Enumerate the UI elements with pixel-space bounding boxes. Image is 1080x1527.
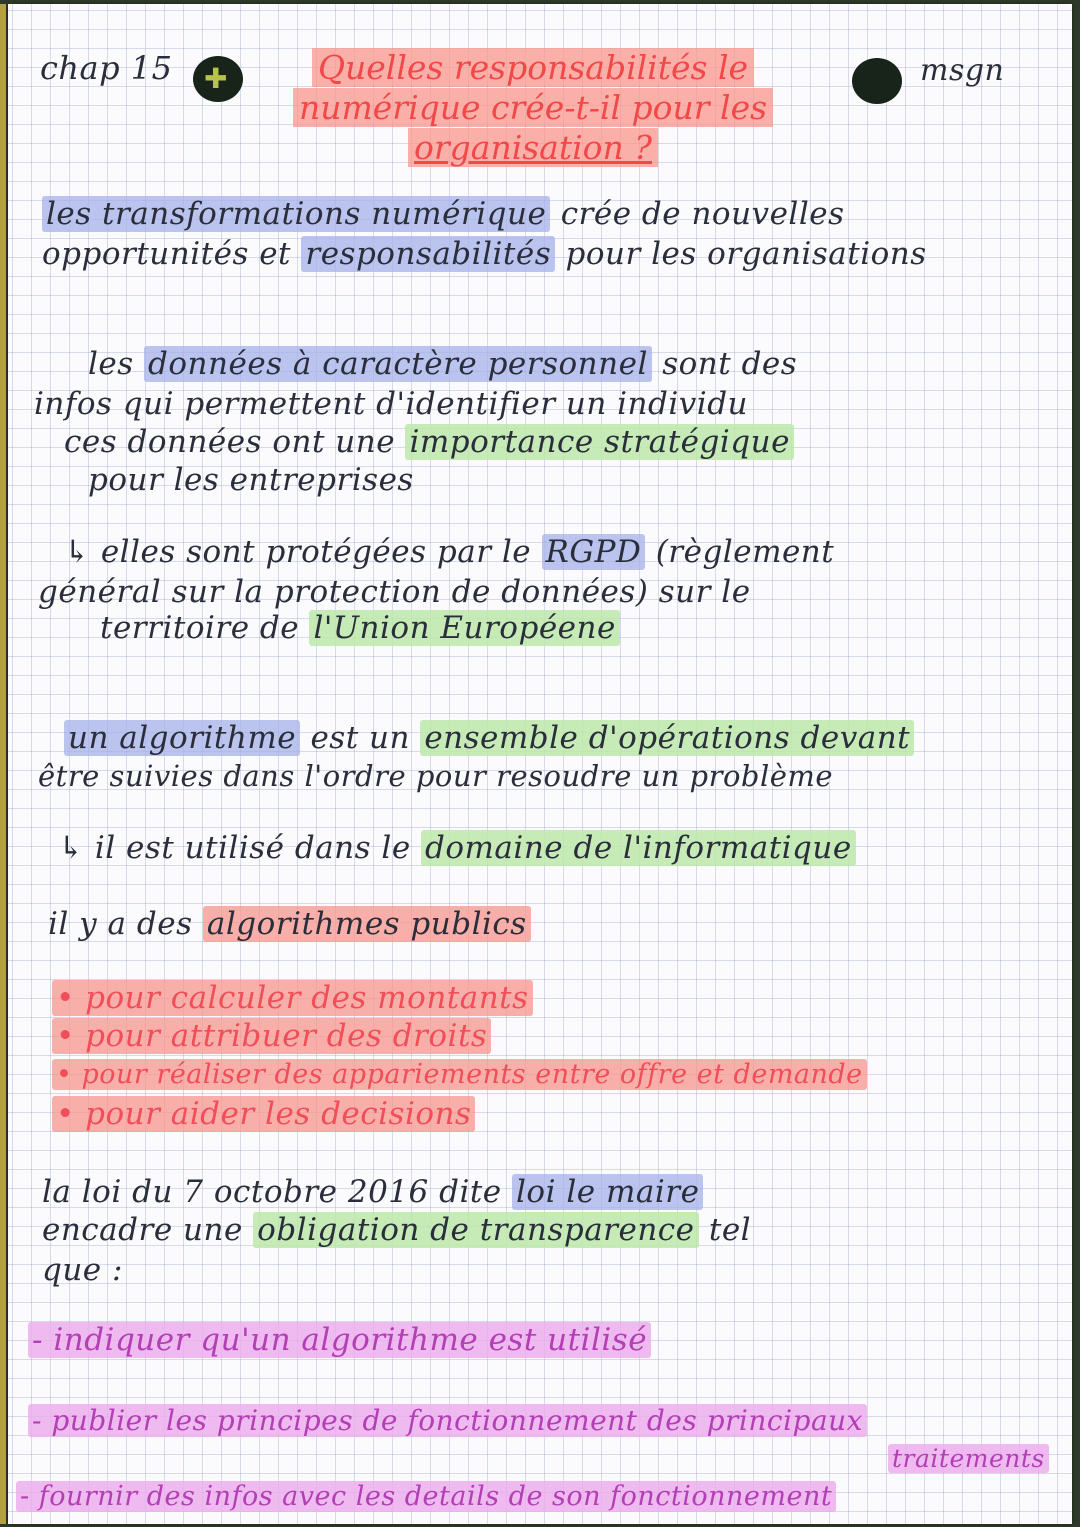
algo-text-1b: est un xyxy=(310,720,410,756)
law-highlight-2: obligation de transparence xyxy=(253,1212,698,1248)
list-item-text: - publier les principes de fonctionnement des principaux xyxy=(28,1404,867,1437)
algorithm-line-3 xyxy=(58,830,856,867)
rgpd-text-1c: (règlement xyxy=(655,534,835,570)
rgpd-line-3 xyxy=(100,610,620,647)
rgpd-highlight: RGPD xyxy=(542,534,646,570)
intro-text-2a: opportunités et xyxy=(42,236,292,272)
intro-highlight-1: les transformations numérique xyxy=(42,196,550,232)
pd-text-3a: ces données ont une xyxy=(64,424,396,460)
title-line-2: numérique crée-t-il pour les xyxy=(293,88,773,127)
personal-data-line-3 xyxy=(64,424,794,461)
intro-text-1: crée de nouvelles xyxy=(560,196,845,232)
law-text-2a: encadre une xyxy=(42,1212,243,1248)
list-item xyxy=(52,1096,475,1133)
pub-text-intro: il y a des xyxy=(48,906,193,942)
list-item xyxy=(28,1322,651,1359)
list-item xyxy=(52,980,533,1017)
law-line-2 xyxy=(42,1212,751,1249)
clover-icon: ✚ xyxy=(204,62,228,95)
chapter-label: chap 15 xyxy=(40,49,173,87)
public-algorithms-intro xyxy=(48,906,531,943)
rgpd-highlight-eu: l'Union Européene xyxy=(309,610,619,646)
list-item xyxy=(52,1018,491,1055)
intro-highlight-2: responsabilités xyxy=(301,236,555,272)
algo-text-3a: ↳ il est utilisé dans le xyxy=(58,830,411,866)
list-item xyxy=(52,1056,867,1093)
list-item-text: - fournir des infos avec les details de son fonctionnement xyxy=(16,1481,836,1512)
algo-highlight-2: ensemble d'opérations devant xyxy=(420,720,914,756)
personal-data-line-4: pour les entreprises xyxy=(88,462,414,498)
rgpd-text-3a: territoire de xyxy=(100,610,300,646)
law-text-1a: la loi du 7 octobre 2016 dite xyxy=(42,1174,502,1210)
notebook-page xyxy=(8,4,1072,1524)
algo-highlight-3: domaine de l'informatique xyxy=(421,830,856,866)
algo-highlight-1: un algorithme xyxy=(64,720,300,756)
list-item-text: • pour aider les decisions xyxy=(52,1096,475,1132)
list-item-text: - indiquer qu'un algorithme est utilisé xyxy=(28,1322,651,1358)
punch-hole-left xyxy=(193,56,243,102)
list-item-text: • pour réaliser des appariements entre offre et demande xyxy=(52,1059,867,1090)
title-line-1: Quelles responsabilités le xyxy=(312,48,754,87)
title-line-3: organisation ? xyxy=(408,128,658,167)
rgpd-line-1 xyxy=(64,534,834,571)
punch-hole-right xyxy=(852,58,902,104)
pd-text-1a: les xyxy=(88,346,134,382)
algorithm-line-2: être suivies dans l'ordre pour resoudre un problème xyxy=(38,759,834,793)
list-item-text: • pour calculer des montants xyxy=(52,980,533,1016)
author-initials: msgn xyxy=(920,53,1005,88)
pub-highlight: algorithmes publics xyxy=(203,906,531,942)
personal-data-line-1 xyxy=(88,346,797,383)
law-line-1 xyxy=(42,1174,703,1211)
frame-edge-left xyxy=(0,4,6,1524)
law-highlight-1: loi le maire xyxy=(512,1174,703,1210)
intro-text-2c: pour les organisations xyxy=(565,236,927,272)
law-line-3: que : xyxy=(42,1252,123,1288)
pd-highlight-1: données à caractère personnel xyxy=(144,346,652,382)
pd-text-1c: sont des xyxy=(662,346,798,382)
list-item-text: • pour attribuer des droits xyxy=(52,1018,491,1054)
intro-line-1 xyxy=(42,196,845,233)
list-item-text: traitements xyxy=(888,1444,1049,1473)
rgpd-line-2: général sur la protection de données) sur le xyxy=(38,574,751,610)
rgpd-text-1a: ↳ elles sont protégées par le xyxy=(64,534,532,570)
personal-data-line-2: infos qui permettent d'identifier un individu xyxy=(34,386,749,422)
pd-highlight-3: importance stratégique xyxy=(405,424,794,460)
law-text-2c: tel xyxy=(708,1212,752,1248)
list-item xyxy=(16,1478,836,1515)
intro-line-2 xyxy=(42,236,927,273)
algorithm-line-1 xyxy=(64,720,914,757)
list-item-continuation xyxy=(888,1440,1049,1477)
list-item xyxy=(28,1402,867,1439)
page-title xyxy=(248,48,818,168)
